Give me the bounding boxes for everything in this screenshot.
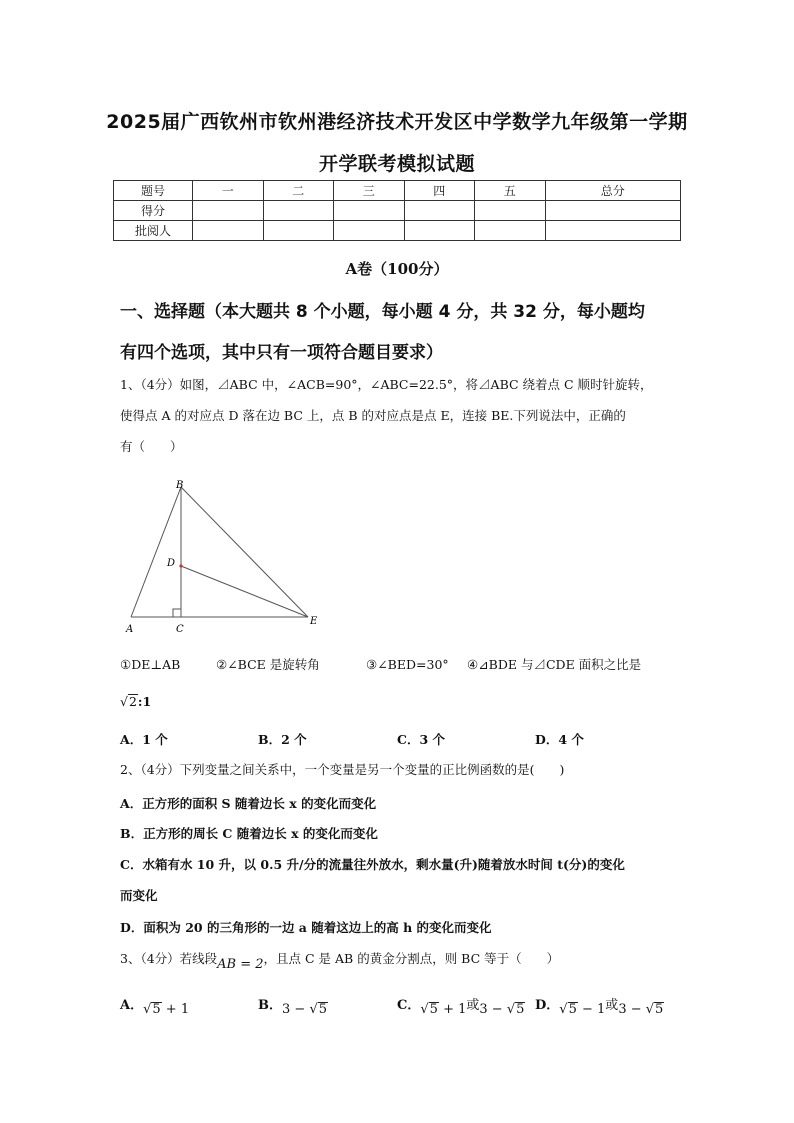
doc-title-line2: 开学联考模拟试题 xyxy=(318,153,475,175)
q3-option-c-radicand: 5 xyxy=(429,1002,438,1017)
label-a: A xyxy=(126,624,134,635)
q2-option-b[interactable]: B．正方形的周长 C 随着边长 x 的变化而变化 xyxy=(120,826,378,841)
label-c: C xyxy=(176,624,184,635)
score-table-header: 一 xyxy=(193,181,264,201)
q1-stem-line1: 1、（4分）如图，⊿ABC 中，∠ACB=90°，∠ABC=22.5°，将⊿ABC 绕着点 C 顺时针旋转， xyxy=(120,377,653,392)
q3-option-b-radicand: 5 xyxy=(318,1002,328,1017)
q3-option-c-head2: 3 − xyxy=(479,1002,507,1017)
score-cell[interactable] xyxy=(193,221,264,241)
score-cell[interactable] xyxy=(334,201,405,221)
q1-ratio: √2:1 xyxy=(120,694,152,709)
score-table-header: 五 xyxy=(475,181,546,201)
score-cell[interactable] xyxy=(404,201,475,221)
score-cell[interactable] xyxy=(263,201,334,221)
segment-ab xyxy=(131,487,181,617)
q3-stem-post: ，且点 C 是 AB 的黄金分割点，则 BC 等于（ ） xyxy=(263,951,560,966)
q1-option-a[interactable]: A．1 个 xyxy=(120,732,168,747)
q3-option-b-label: B． xyxy=(258,998,282,1013)
q3-option-d-head2: 3 − xyxy=(618,1002,646,1017)
q1-statement-3: ③∠BED=30° xyxy=(366,657,449,672)
score-table-header: 题号 xyxy=(114,181,193,201)
q1-statement-4: ④⊿BDE 与⊿CDE 面积之比是 xyxy=(467,657,642,672)
score-table-header: 总分 xyxy=(545,181,681,201)
q3-stem xyxy=(120,951,560,972)
score-cell[interactable] xyxy=(475,201,546,221)
q2-option-c-continued: 而变化 xyxy=(120,888,158,903)
doc-title-line1: 2025届广西钦州市钦州港经济技术开发区中学数学九年级第一学期 xyxy=(106,111,688,133)
q3-option-c-joiner: 或 xyxy=(466,998,480,1013)
q1-statement-1: ①DE⊥AB xyxy=(120,657,181,672)
q1-statement-2: ②∠BCE 是旋转角 xyxy=(216,657,320,672)
score-table-row xyxy=(114,201,681,221)
score-table-row xyxy=(114,221,681,241)
q1-option-d[interactable]: D．4 个 xyxy=(535,732,584,747)
q1-option-c[interactable]: C．3 个 xyxy=(397,732,445,747)
score-table-header-row xyxy=(114,181,681,201)
q1-triangle-figure xyxy=(118,472,333,642)
section1-title-line2: 有四个选项，其中只有一项符合题目要求） xyxy=(120,343,443,363)
score-row-label: 得分 xyxy=(114,201,193,221)
score-cell[interactable] xyxy=(545,221,681,241)
paper-part-label: A卷（100分） xyxy=(345,260,449,278)
score-table-header: 四 xyxy=(404,181,475,201)
q3-option-d-tail: − 1 xyxy=(577,1002,606,1017)
q1-ratio-tail: :1 xyxy=(137,694,152,709)
q1-ratio-radicand: 2 xyxy=(128,694,137,709)
q3-option-d-label: D． xyxy=(535,998,560,1013)
q1-option-b[interactable]: B．2 个 xyxy=(258,732,307,747)
q3-option-d-joiner: 或 xyxy=(605,998,619,1013)
q3-option-c[interactable]: C．√5 + 1或3 − √5 xyxy=(397,998,525,1017)
score-row-label: 批阅人 xyxy=(114,221,193,241)
label-e: E xyxy=(310,616,318,627)
score-cell[interactable] xyxy=(545,201,681,221)
q3-option-d-radicand2: 5 xyxy=(655,1002,664,1017)
score-cell[interactable] xyxy=(193,201,264,221)
q1-stem-line2: 使得点 A 的对应点 D 落在边 BC 上，点 B 的对应点是点 E，连接 BE.下列说法中，正确的 xyxy=(120,408,626,423)
label-d: D xyxy=(167,558,176,569)
q2-option-d[interactable]: D．面积为 20 的三角形的一边 a 随着这边上的高 h 的变化而变化 xyxy=(120,920,492,935)
q3-stem-math: AB = 2 xyxy=(217,957,264,972)
q2-stem: 2、（4分）下列变量之间关系中，一个变量是另一个变量的正比例函数的是( ) xyxy=(120,762,565,777)
point-d-marker xyxy=(179,564,182,567)
segment-de xyxy=(181,566,308,617)
score-cell[interactable] xyxy=(404,221,475,241)
q3-option-c-label: C． xyxy=(397,998,421,1013)
q3-option-a[interactable]: A．√5 + 1 xyxy=(120,998,190,1017)
score-table xyxy=(113,180,681,241)
q1-stem-line3: 有（ ） xyxy=(120,439,183,454)
segment-be xyxy=(181,487,308,617)
label-b: B xyxy=(176,480,184,491)
q3-stem-pre: 3、（4分）若线段 xyxy=(120,951,218,966)
score-table-header: 三 xyxy=(334,181,405,201)
right-angle-mark xyxy=(173,609,181,617)
q3-option-d-radicand: 5 xyxy=(568,1002,577,1017)
score-table-header: 二 xyxy=(263,181,334,201)
q2-option-c[interactable]: C．水箱有水 10 升，以 0.5 升/分的流量往外放水，剩水量(升)随着放水时间 t(分)的变化 xyxy=(120,857,625,872)
score-cell[interactable] xyxy=(475,221,546,241)
q3-option-b-head: 3 − xyxy=(282,1002,310,1017)
q3-option-c-tail: + 1 xyxy=(438,1002,467,1017)
score-cell[interactable] xyxy=(263,221,334,241)
q2-option-a[interactable]: A．正方形的面积 S 随着边长 x 的变化而变化 xyxy=(120,796,377,811)
q3-option-c-radicand2: 5 xyxy=(516,1002,525,1017)
q3-option-d[interactable]: D．√5 − 1或3 − √5 xyxy=(535,998,664,1017)
q3-option-a-label: A． xyxy=(120,998,144,1013)
q3-option-b[interactable]: B．3 − √5 xyxy=(258,998,328,1017)
section1-title-line1: 一、选择题（本大题共 8 个小题，每小题 4 分，共 32 分，每小题均 xyxy=(120,302,645,322)
q3-option-a-radicand: 5 xyxy=(152,1002,161,1017)
score-cell[interactable] xyxy=(334,221,405,241)
q3-option-a-tail: + 1 xyxy=(161,1002,190,1017)
